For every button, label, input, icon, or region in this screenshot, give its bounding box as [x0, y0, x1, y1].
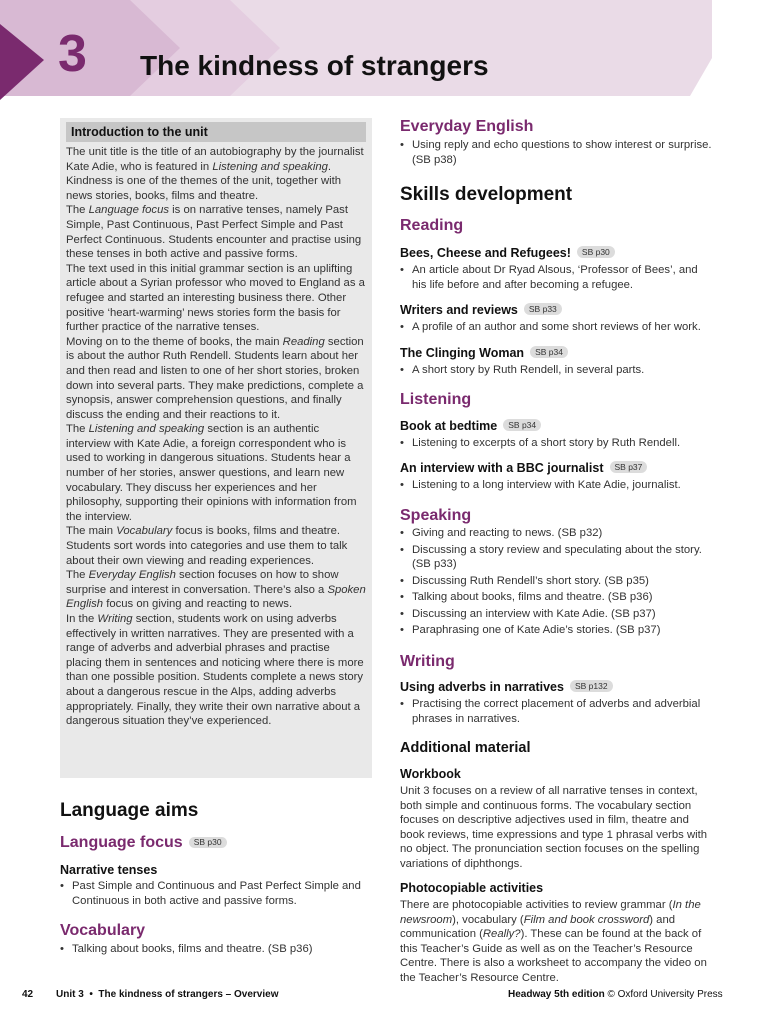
- reading-item-title: The Clinging Woman SB p34: [400, 346, 568, 361]
- listening-heading: Listening: [400, 391, 472, 408]
- list-item: • Talking about books, films and theatre. (SB p36): [60, 942, 372, 957]
- unit-header: [0, 0, 768, 100]
- writing-heading: Writing: [400, 653, 455, 670]
- list-item: • Paraphrasing one of Kate Adie’s stories. (SB p37): [400, 623, 716, 638]
- page-title: The kindness of strangers: [140, 50, 489, 81]
- workbook-heading: Workbook: [400, 767, 461, 781]
- footer-running-title: Unit 3 • The kindness of strangers – Overview: [56, 989, 279, 1000]
- intro-paragraph: The Language focus is on narrative tenses, namely Past Simple, Past Continuous, Past Perfect Simple and Past Perfect Continuous. Students encounter and practise using these tenses in both active and passive forms.: [66, 204, 362, 261]
- list-item: • Talking about books, films and theatre. (SB p36): [400, 590, 716, 605]
- listening-item-title: An interview with a BBC journalist SB p37: [400, 461, 647, 476]
- speaking-heading: Speaking: [400, 507, 472, 524]
- listening-item-list: [400, 478, 712, 493]
- speaking-list: [400, 526, 716, 638]
- list-item: • Using reply and echo questions to show interest or surprise. (SB p38): [400, 138, 712, 167]
- language-focus-heading: Language focus SB p30: [60, 834, 227, 852]
- vocabulary-list: [60, 942, 372, 957]
- intro-heading: Introduction to the unit: [66, 122, 366, 142]
- reading-item-list: [400, 320, 716, 335]
- skills-development-heading: Skills development: [400, 184, 573, 205]
- vocabulary-heading: Vocabulary: [60, 922, 146, 939]
- writing-item-title: Using adverbs in narratives SB p132: [400, 680, 613, 695]
- sb-page-badge: SB p132: [570, 680, 613, 692]
- list-item: • Giving and reacting to news. (SB p32): [400, 526, 716, 541]
- intro-paragraph: Moving on to the theme of books, the main Reading section is about the author Ruth Rendell. Students learn about her and then read and listen to one of her short stories, broken down into several parts. They make predictions, complete a synopsis, answer comprehension questions, and finally discuss the ending and their reactions to it.: [66, 335, 364, 421]
- list-item: • Listening to excerpts of a short story by Ruth Rendell.: [400, 436, 712, 451]
- additional-material-heading: Additional material: [400, 740, 531, 756]
- list-item: • A profile of an author and some short reviews of her work.: [400, 320, 716, 335]
- list-item: • A short story by Ruth Rendell, in several parts.: [400, 363, 712, 378]
- photocopiable-text: There are photocopiable activities to review grammar (In the newsroom), vocabulary (Film and book crossword) and communication (Really?). These can be found at the back of this Teacher’s Guide as well as on the Teacher’s Resource Centre. There is also a worksheet to accompany the video on the Teacher’s Resource Centre.: [400, 899, 707, 984]
- workbook-text: Unit 3 focuses on a review of all narrative tenses in context, both simple and continuous forms. The vocabulary section focuses on descriptive adjectives used in film, theatre and book reviews, time expressions and type 1 phrasal verbs with no object. The pronunciation section focuses on the spelling variations of diphthongs.: [400, 785, 708, 870]
- intro-paragraph: The Everyday English section focuses on how to show surprise and interest in conversation. There’s also a Spoken English focus on giving and reacting to news.: [66, 569, 366, 611]
- list-item: • Past Simple and Continuous and Past Perfect Simple and Continuous in both active and passive forms.: [60, 879, 372, 908]
- reading-item-list: [400, 263, 712, 292]
- footer-publisher: Headway 5th edition © Oxford University Press: [508, 989, 723, 1000]
- sb-page-badge: SB p34: [530, 346, 568, 358]
- intro-paragraph: The text used in this initial grammar section is an uplifting article about a Syrian professor who moved to England as a refugee and started an interesting business there. Other positive ‘heart-warming’ news stories form the basis for further practice of the narrative tenses.: [66, 262, 365, 334]
- intro-paragraph: The main Vocabulary focus is books, films and theatre. Students sort words into categories and use them to talk about their own viewing and reading experiences.: [66, 525, 348, 567]
- list-item: • Practising the correct placement of adverbs and adverbial phrases in narratives.: [400, 697, 712, 726]
- photocopiable-heading: Photocopiable activities: [400, 881, 544, 895]
- narrative-tenses-heading: Narrative tenses: [60, 863, 158, 877]
- everyday-english-heading: Everyday English: [400, 118, 534, 135]
- intro-paragraph: The unit title is the title of an autobiography by the journalist Kate Adie, who is featured in Listening and speaking. Kindness is one of the themes of the unit, together with news stories, books, films and theatre.: [66, 146, 364, 202]
- sb-page-badge: SB p30: [189, 837, 227, 848]
- everyday-english-list: [400, 138, 712, 167]
- list-item: • Discussing an interview with Kate Adie. (SB p37): [400, 607, 716, 622]
- page-number: 42: [22, 989, 34, 1000]
- list-item: • Discussing a story review and speculating about the story. (SB p33): [400, 543, 716, 572]
- writing-list: [400, 697, 712, 726]
- sb-page-badge: SB p30: [577, 246, 615, 258]
- reading-item-list: [400, 363, 712, 378]
- listening-item-title: Book at bedtime SB p34: [400, 419, 541, 434]
- listening-item-list: [400, 436, 712, 451]
- sb-page-badge: SB p33: [524, 303, 562, 315]
- list-item: • Listening to a long interview with Kate Adie, journalist.: [400, 478, 712, 493]
- sb-page-badge: SB p34: [503, 419, 541, 431]
- unit-number: 3: [58, 25, 87, 83]
- intro-paragraph: In the Writing section, students work on using adverbs effectively in written narratives. They are presented with a range of adverbs and adverbial phrases and practise placing them in sentences and noticing where there is more than one possible position. Students complete a news story about a dangerous rescue in the Alps, adding adverbs appropriately. Finally, they write their own narrative about a dangerous situation they’ve experienced.: [66, 613, 364, 728]
- intro-paragraph: The Listening and speaking section is an authentic interview with Kate Adie, a foreign correspondent who is used to working in dangerous situations. Students hear a number of her stories, answer questions, and learn new vocabulary. They discuss her experiences and her philosophy, supporting their opinions with information from the interview.: [66, 423, 357, 523]
- sb-page-badge: SB p37: [610, 461, 648, 473]
- list-item: • An article about Dr Ryad Alsous, ‘Professor of Bees’, and his life before and after becoming a refugee.: [400, 263, 712, 292]
- reading-item-title: Bees, Cheese and Refugees! SB p30: [400, 246, 615, 261]
- language-focus-list: [60, 879, 372, 908]
- list-item: • Discussing Ruth Rendell’s short story. (SB p35): [400, 574, 716, 589]
- language-aims-heading: Language aims: [60, 800, 199, 821]
- reading-heading: Reading: [400, 217, 464, 234]
- reading-item-title: Writers and reviews SB p33: [400, 303, 562, 318]
- intro-box: [60, 118, 372, 778]
